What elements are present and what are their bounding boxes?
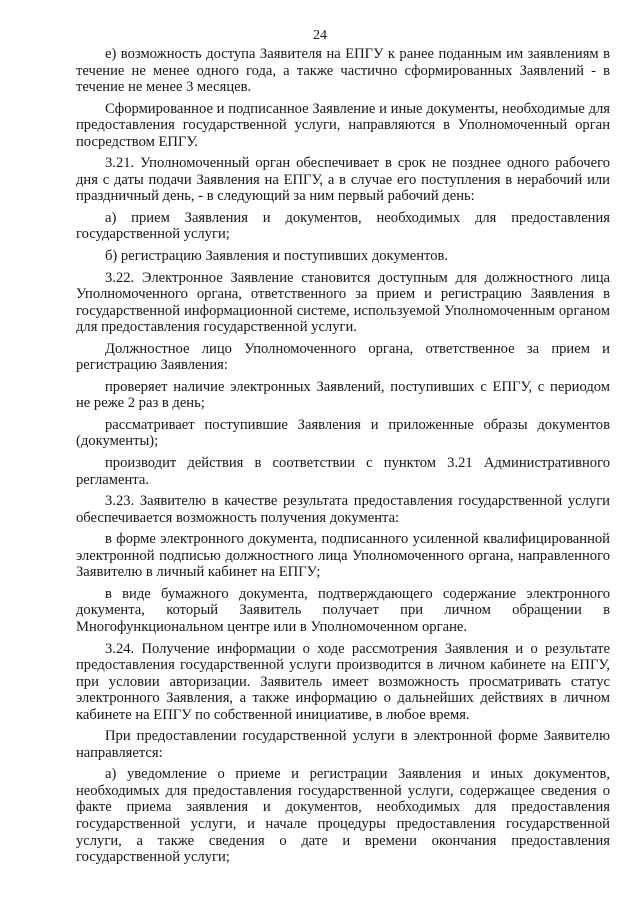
paragraph-3-23: 3.23. Заявителю в качестве результата предоставления государственной услуги обеспечивается возможность получения документа:: [76, 493, 610, 526]
paragraph-3-21-a: а) прием Заявления и документов, необходимых для предоставления государственной услуги;: [76, 209, 610, 243]
paragraph-duty-actions: производит действия в соответствии с пунктом 3.21 Административного регламента.: [76, 455, 610, 488]
paragraph-3-22: 3.22. Электронное Заявление становится доступным для должностного лица Уполномоченного органа, ответственного за прием и регистрацию Заявления в государственной информационной системе, используемой Уполномоченным органом для предоставления государственной услуги.: [76, 269, 610, 336]
paragraph-electronic-document: в форме электронного документа, подписанного усиленной квалифицированной электронной подписью должностного лица Уполномоченного органа, направленного Заявителю в личный кабинет на ЕПГУ;: [76, 531, 610, 581]
paragraph-paper-document: в виде бумажного документа, подтверждающего содержание электронного документа, который Заявитель получает при личном обращении в Многофункциональном центре или в Уполномоченном органе.: [76, 585, 610, 635]
paragraph-3-24: 3.24. Получение информации о ходе рассмотрения Заявления и о результате предоставления государственной услуги производится в личном кабинете на ЕПГУ, при условии авторизации. Заявитель имеет возможность просматривать статус электронного Заявления, а также информацию о дальнейших действиях в личном кабинете на ЕПГУ по собственной инициативе, в любое время.: [76, 640, 610, 723]
paragraph-3-21-b: б) регистрацию Заявления и поступивших документов.: [105, 248, 449, 265]
paragraph-official-duties: Должностное лицо Уполномоченного органа, ответственное за прием и регистрацию Заявления:: [76, 340, 610, 374]
paragraph-notification-a: а) уведомление о приеме и регистрации Заявления и иных документов, необходимых для предоставления государственной услуги, содержащее сведения о факте приема заявления и документов, необходимых для предоставления государственной услуги, и начале процедуры предоставления государственной услуги, а также сведения о дате и времени окончания предоставления государственной услуги;: [76, 766, 610, 866]
document-body: [76, 46, 610, 866]
page-number: 24: [313, 28, 327, 43]
paragraph-access-period: е) возможность доступа Заявителя на ЕПГУ к ранее поданным им заявлениям в течение не менее одного года, а также частично сформированных Заявлений - в течение не менее 3 месяцев.: [76, 46, 610, 96]
paragraph-duty-review: рассматривает поступившие Заявления и приложенные образы документов (документы);: [76, 416, 610, 450]
paragraph-application-submission: Сформированное и подписанное Заявление и иные документы, необходимые для предоставления государственной услуги, направляются в Уполномоченный орган посредством ЕПГУ.: [76, 100, 610, 150]
paragraph-duty-check: проверяет наличие электронных Заявлений, поступивших с ЕПГУ, с периодом не реже 2 раз в день;: [76, 378, 610, 412]
paragraph-3-21: 3.21. Уполномоченный орган обеспечивает в срок не позднее одного рабочего дня с даты подачи Заявления на ЕПГУ, а в случае его поступления в нерабочий или праздничный день, - в следующий за ним первый рабочий день:: [76, 155, 610, 205]
paragraph-notifications-intro: При предоставлении государственной услуги в электронной форме Заявителю направляется:: [76, 728, 610, 761]
